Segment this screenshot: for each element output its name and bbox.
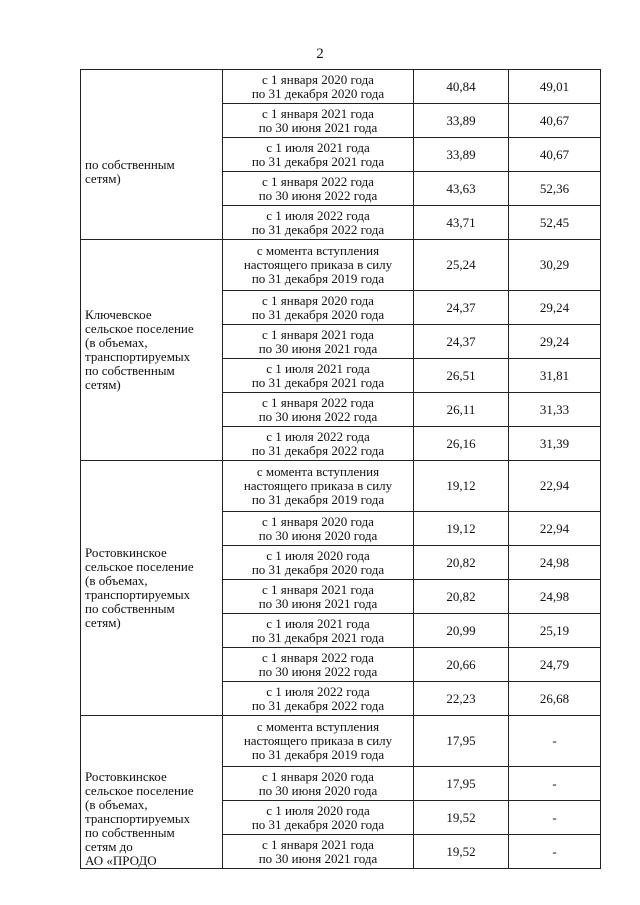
tariff-value-cell: 26,16 bbox=[414, 427, 509, 461]
settlement-name-line: транспортируемых bbox=[85, 349, 191, 364]
period-cell bbox=[223, 393, 414, 427]
tariff-value-cell: 22,23 bbox=[414, 682, 509, 716]
period-line: с 1 января 2021 года bbox=[262, 581, 374, 597]
tariff-vat-value-cell: 29,24 bbox=[509, 325, 601, 359]
settlement-name-line: сетям) bbox=[85, 171, 121, 186]
period-cell bbox=[223, 801, 414, 835]
tariff-vat-value-cell: 40,67 bbox=[509, 138, 601, 172]
period-cell bbox=[223, 291, 414, 325]
period-cell bbox=[223, 682, 414, 716]
page-number: 2 bbox=[316, 46, 324, 62]
period-line: настоящего приказа в силу bbox=[243, 257, 393, 272]
period-line: по 30 июня 2021 года bbox=[258, 595, 378, 611]
settlement-name-line: сельское поселение bbox=[85, 321, 194, 336]
tariff-vat-value-cell: - bbox=[509, 767, 601, 801]
table-row bbox=[81, 70, 601, 104]
tariff-vat-value-cell: 24,79 bbox=[509, 648, 601, 682]
period-line: по 30 июня 2022 года bbox=[258, 663, 378, 679]
period-cell bbox=[223, 427, 414, 461]
settlement-name-line: (в объемах, bbox=[85, 335, 148, 350]
period-line: по 31 декабря 2020 года bbox=[251, 561, 385, 577]
period-cell bbox=[223, 172, 414, 206]
settlement-name-line: (в объемах, bbox=[85, 797, 148, 812]
period-line: по 30 июня 2021 года bbox=[258, 850, 378, 866]
table-row bbox=[81, 461, 601, 512]
settlement-name-line: по собственным bbox=[85, 363, 175, 378]
period-line: по 30 июня 2020 года bbox=[258, 782, 378, 798]
tariff-vat-value-cell: 49,01 bbox=[509, 70, 601, 104]
tariff-vat-value-cell: 25,19 bbox=[509, 614, 601, 648]
period-line: с 1 июля 2020 года bbox=[266, 802, 370, 818]
period-cell bbox=[223, 70, 414, 104]
tariff-vat-value-cell: 52,45 bbox=[509, 206, 601, 240]
tariff-vat-value-cell: 26,68 bbox=[509, 682, 601, 716]
tariff-vat-value-cell: 22,94 bbox=[509, 512, 601, 546]
tariff-value-cell: 33,89 bbox=[414, 138, 509, 172]
settlement-name-line: по собственным bbox=[85, 825, 175, 840]
period-cell bbox=[223, 767, 414, 801]
period-cell bbox=[223, 716, 414, 767]
period-line: по 30 июня 2021 года bbox=[258, 340, 378, 356]
tariff-value-cell: 19,12 bbox=[414, 512, 509, 546]
settlement-name-line: сетям) bbox=[85, 615, 121, 630]
period-line: по 31 декабря 2021 года bbox=[251, 374, 385, 390]
period-line: с момента вступления bbox=[256, 719, 380, 734]
period-cell bbox=[223, 648, 414, 682]
period-line: по 31 декабря 2022 года bbox=[251, 697, 385, 713]
tariff-table bbox=[80, 69, 601, 869]
tariff-value-cell: 17,95 bbox=[414, 716, 509, 767]
tariff-vat-value-cell: - bbox=[509, 835, 601, 869]
settlement-name-cell bbox=[81, 240, 223, 461]
settlement-name-line: (в объемах, bbox=[85, 573, 148, 588]
period-line: с 1 января 2021 года bbox=[262, 836, 374, 852]
tariff-vat-value-cell: 22,94 bbox=[509, 461, 601, 512]
period-cell bbox=[223, 138, 414, 172]
period-cell bbox=[223, 206, 414, 240]
period-cell bbox=[223, 325, 414, 359]
period-line: по 31 декабря 2021 года bbox=[251, 629, 385, 645]
settlement-name-line: по собственным bbox=[85, 157, 175, 172]
settlement-name-line: транспортируемых bbox=[85, 587, 191, 602]
period-cell bbox=[223, 461, 414, 512]
period-line: настоящего приказа в силу bbox=[243, 733, 393, 748]
tariff-value-cell: 24,37 bbox=[414, 325, 509, 359]
period-cell bbox=[223, 104, 414, 138]
tariff-value-cell: 33,89 bbox=[414, 104, 509, 138]
period-line: с 1 июля 2020 года bbox=[266, 547, 370, 563]
tariff-vat-value-cell: 52,36 bbox=[509, 172, 601, 206]
tariff-value-cell: 43,71 bbox=[414, 206, 509, 240]
tariff-value-cell: 19,12 bbox=[414, 461, 509, 512]
tariff-value-cell: 20,99 bbox=[414, 614, 509, 648]
period-line: с 1 января 2022 года bbox=[262, 649, 374, 665]
tariff-vat-value-cell: - bbox=[509, 801, 601, 835]
period-line: с 1 июля 2022 года bbox=[266, 683, 370, 699]
period-line: с 1 июля 2021 года bbox=[266, 139, 370, 155]
period-line: настоящего приказа в силу bbox=[243, 478, 393, 493]
period-line: по 30 июня 2020 года bbox=[258, 527, 378, 543]
tariff-vat-value-cell: 29,24 bbox=[509, 291, 601, 325]
tariff-vat-value-cell: 30,29 bbox=[509, 240, 601, 291]
settlement-name-line: сетям) bbox=[85, 377, 121, 392]
tariff-value-cell: 19,52 bbox=[414, 835, 509, 869]
settlement-name-line: Ростовкинское bbox=[85, 769, 167, 784]
period-line: по 31 декабря 2020 года bbox=[251, 306, 385, 322]
period-cell bbox=[223, 512, 414, 546]
tariff-value-cell: 20,82 bbox=[414, 580, 509, 614]
table-row bbox=[81, 240, 601, 291]
tariff-value-cell: 19,52 bbox=[414, 801, 509, 835]
period-line: с 1 июля 2021 года bbox=[266, 615, 370, 631]
tariff-table-body bbox=[81, 70, 601, 869]
tariff-value-cell: 26,51 bbox=[414, 359, 509, 393]
period-line: с 1 января 2022 года bbox=[262, 173, 374, 189]
settlement-name-line: по собственным bbox=[85, 601, 175, 616]
period-line: по 31 декабря 2020 года bbox=[251, 85, 385, 101]
period-line: по 31 декабря 2021 года bbox=[251, 153, 385, 169]
period-line: с 1 января 2020 года bbox=[262, 292, 374, 308]
tariff-vat-value-cell: 31,81 bbox=[509, 359, 601, 393]
period-line: с 1 января 2020 года bbox=[262, 768, 374, 784]
period-line: с 1 января 2020 года bbox=[262, 513, 374, 529]
tariff-vat-value-cell: 24,98 bbox=[509, 580, 601, 614]
period-cell bbox=[223, 359, 414, 393]
period-line: с 1 января 2022 года bbox=[262, 394, 374, 410]
tariff-vat-value-cell: 40,67 bbox=[509, 104, 601, 138]
settlement-name-cell bbox=[81, 70, 223, 240]
period-line: по 31 декабря 2020 года bbox=[251, 816, 385, 832]
period-line: по 30 июня 2021 года bbox=[258, 119, 378, 135]
tariff-table-container bbox=[80, 69, 601, 869]
settlement-name-line: сельское поселение bbox=[85, 559, 194, 574]
settlement-name-line: Ростовкинское bbox=[85, 545, 167, 560]
period-cell bbox=[223, 580, 414, 614]
period-cell bbox=[223, 240, 414, 291]
settlement-name-cell bbox=[81, 716, 223, 869]
settlement-name-cell bbox=[81, 461, 223, 716]
period-line: по 31 декабря 2022 года bbox=[251, 221, 385, 237]
period-line: по 30 июня 2022 года bbox=[258, 187, 378, 203]
period-line: по 31 декабря 2019 года bbox=[251, 747, 385, 762]
tariff-vat-value-cell: 31,39 bbox=[509, 427, 601, 461]
tariff-value-cell: 43,63 bbox=[414, 172, 509, 206]
settlement-name-line: АО «ПРОДО bbox=[85, 853, 157, 868]
tariff-vat-value-cell: 24,98 bbox=[509, 546, 601, 580]
tariff-value-cell: 20,66 bbox=[414, 648, 509, 682]
settlement-name-line: сельское поселение bbox=[85, 783, 194, 798]
tariff-value-cell: 20,82 bbox=[414, 546, 509, 580]
tariff-value-cell: 17,95 bbox=[414, 767, 509, 801]
period-line: с 1 января 2020 года bbox=[262, 71, 374, 87]
period-line: с 1 июля 2022 года bbox=[266, 428, 370, 444]
period-line: с 1 июля 2021 года bbox=[266, 360, 370, 376]
period-line: по 30 июня 2022 года bbox=[258, 408, 378, 424]
period-cell bbox=[223, 614, 414, 648]
settlement-name-line: Ключевское bbox=[85, 307, 152, 322]
tariff-value-cell: 26,11 bbox=[414, 393, 509, 427]
table-row bbox=[81, 716, 601, 767]
period-line: с момента вступления bbox=[256, 243, 380, 258]
tariff-vat-value-cell: - bbox=[509, 716, 601, 767]
tariff-value-cell: 25,24 bbox=[414, 240, 509, 291]
period-line: по 31 декабря 2019 года bbox=[251, 271, 385, 286]
period-cell bbox=[223, 835, 414, 869]
settlement-name-line: сетям до bbox=[85, 839, 133, 854]
tariff-value-cell: 40,84 bbox=[414, 70, 509, 104]
settlement-name-line: транспортируемых bbox=[85, 811, 191, 826]
period-line: по 31 декабря 2022 года bbox=[251, 442, 385, 458]
period-line: с 1 января 2021 года bbox=[262, 326, 374, 342]
tariff-value-cell: 24,37 bbox=[414, 291, 509, 325]
period-line: по 31 декабря 2019 года bbox=[251, 492, 385, 507]
tariff-vat-value-cell: 31,33 bbox=[509, 393, 601, 427]
period-line: с 1 июля 2022 года bbox=[266, 207, 370, 223]
period-cell bbox=[223, 546, 414, 580]
period-line: с 1 января 2021 года bbox=[262, 105, 374, 121]
period-line: с момента вступления bbox=[256, 464, 380, 479]
